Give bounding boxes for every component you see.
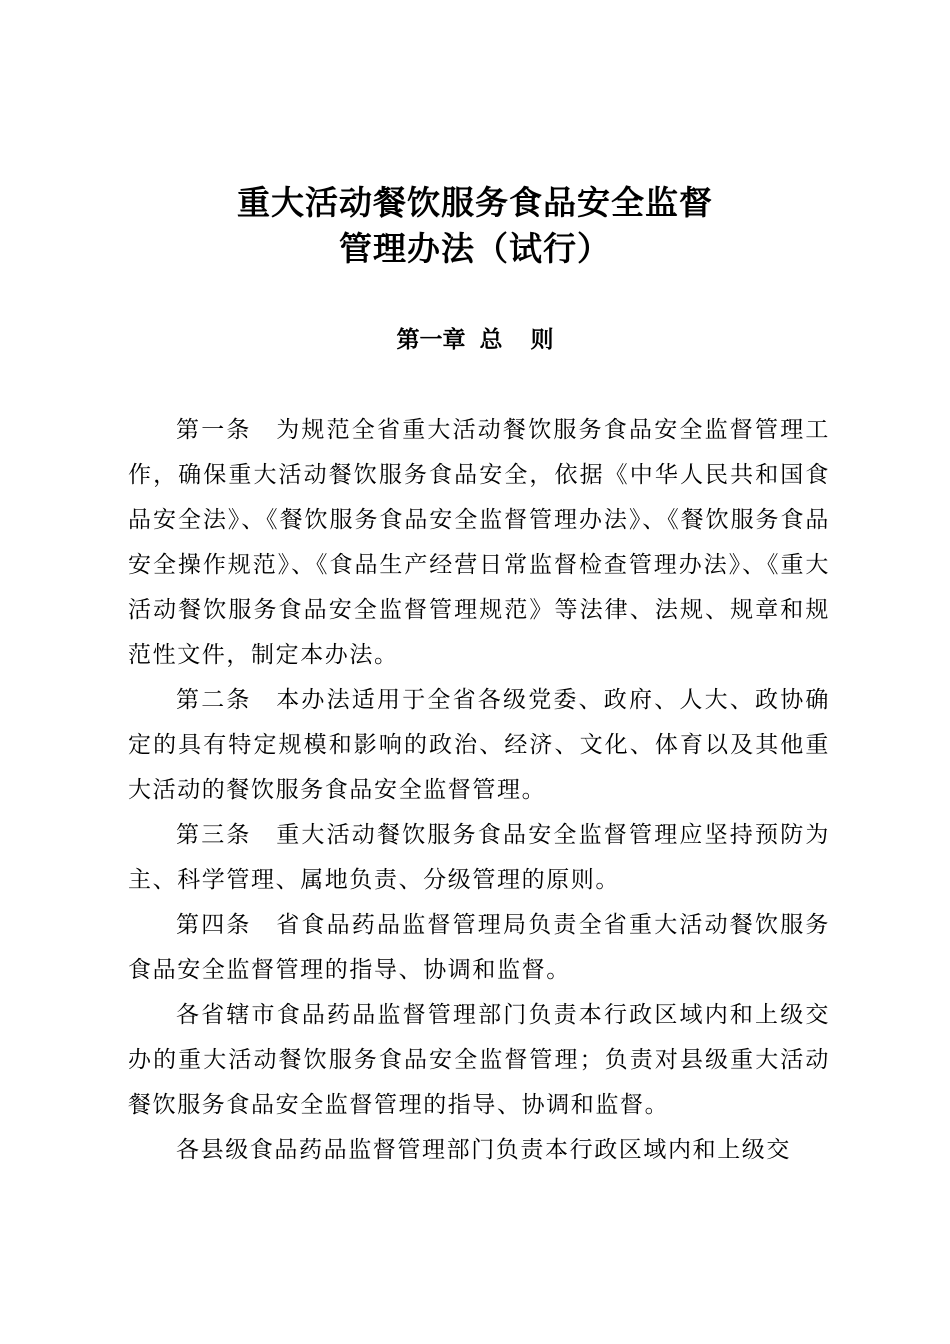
document-body bbox=[128, 408, 830, 1173]
document-title bbox=[0, 180, 950, 272]
article-paragraph bbox=[128, 408, 830, 678]
article-number: 第一条 bbox=[176, 417, 252, 443]
article-paragraph bbox=[128, 678, 830, 813]
article-number: 第三条 bbox=[176, 822, 252, 848]
body-paragraph bbox=[128, 993, 830, 1128]
title-line-2: 管理办法（试行） bbox=[339, 229, 611, 268]
body-paragraph bbox=[128, 1128, 830, 1173]
chapter-number: 第一章 bbox=[396, 327, 466, 353]
chapter-name-part2: 则 bbox=[530, 327, 554, 353]
article-paragraph bbox=[128, 903, 830, 993]
article-number: 第四条 bbox=[176, 912, 252, 938]
article-text: 为规范全省重大活动餐饮服务食品安全监督管理工作，确保重大活动餐饮服务食品安全，依据《中华人民共和国食品安全法》、《餐饮服务食品安全监督管理办法》、《餐饮服务食品安全操作规范》、《食品生产经营日常监督检查管理办法》、《重大活动餐饮服务食品安全监督管理规范》等法律、法规、规章和规范性文件，制定本办法。 bbox=[128, 417, 830, 668]
paragraph-text: 各县级食品药品监督管理部门负责本行政区域内和上级交 bbox=[176, 1137, 791, 1163]
article-paragraph bbox=[128, 813, 830, 903]
article-text: 本办法适用于全省各级党委、政府、人大、政协确定的具有特定规模和影响的政治、经济、文化、体育以及其他重大活动的餐饮服务食品安全监督管理。 bbox=[128, 687, 830, 803]
article-text: 省食品药品监督管理局负责全省重大活动餐饮服务食品安全监督管理的指导、协调和监督。 bbox=[128, 912, 830, 983]
chapter-heading bbox=[0, 320, 950, 360]
title-line-1: 重大活动餐饮服务食品安全监督 bbox=[237, 183, 713, 222]
paragraph-text: 各省辖市食品药品监督管理部门负责本行政区域内和上级交办的重大活动餐饮服务食品安全监督管理；负责对县级重大活动餐饮服务食品安全监督管理的指导、协调和监督。 bbox=[128, 1002, 830, 1118]
article-number: 第二条 bbox=[176, 687, 252, 713]
chapter-name-part1: 总 bbox=[479, 327, 503, 353]
article-text: 重大活动餐饮服务食品安全监督管理应坚持预防为主、科学管理、属地负责、分级管理的原则。 bbox=[128, 822, 830, 893]
